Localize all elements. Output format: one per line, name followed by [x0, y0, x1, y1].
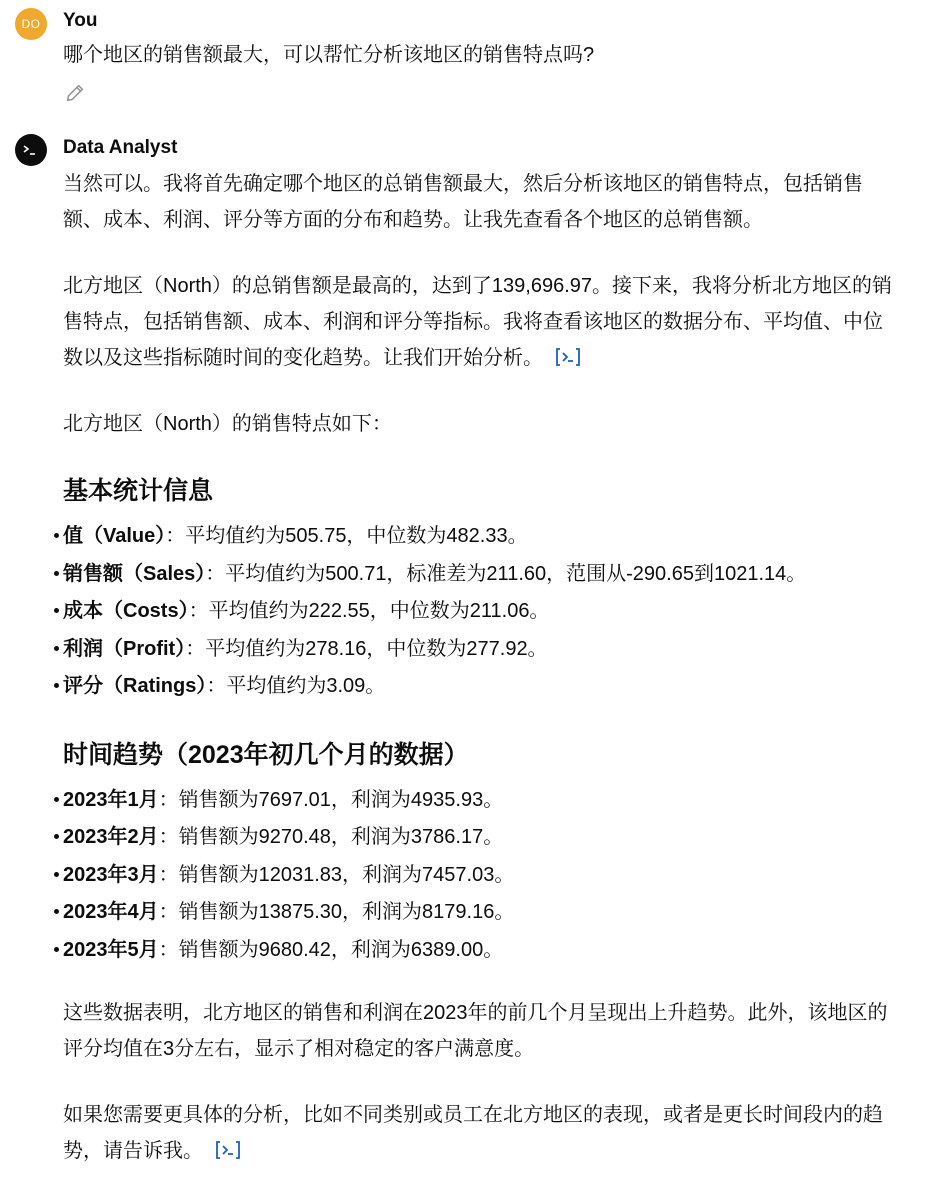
list-item [63, 668, 893, 706]
item-text: ：销售额为7697.01，利润为4935.93。 [158, 788, 504, 811]
item-text: ：平均值约为505.75，中位数为482.33。 [165, 525, 528, 547]
item-label: 2023年4月 [63, 901, 159, 923]
item-label: 销售额（Sales） [63, 562, 206, 585]
list-item [63, 593, 893, 631]
intro-paragraph: 当然可以。我将首先确定哪个地区的总销售额最大，然后分析该地区的销售特点，包括销售额、成本、利润、评分等方面的分布和趋势。让我先查看各个地区的总销售额。 [63, 173, 863, 231]
item-label: 2023年3月 [63, 863, 159, 886]
item-text: ：销售额为9680.42，利润为6389.00。 [158, 938, 504, 961]
item-label: 评分（Ratings） [63, 675, 207, 697]
list-item [63, 518, 893, 556]
user-avatar [15, 8, 47, 40]
conclusion-paragraph: 这些数据表明，北方地区的销售和利润在2023年的前几个月呈现出上升趋势。此外，该地区的评分均值在3分左右，显示了相对稳定的客户满意度。 [63, 1002, 888, 1060]
list-item [63, 819, 893, 857]
item-text: ：销售额为9270.48，利润为3786.17。 [158, 826, 504, 848]
result-text: 北方地区（North）的总销售额是最高的，达到了139,696.97。接下来，我将分析北方地区的销售特点，包括销售额、成本、利润和评分等指标。我将查看该地区的数据分布、平均值、中位数以及这些指标随时间的变化趋势。让我们开始分析。 [63, 275, 893, 369]
stats-heading: 基本统计信息 [63, 477, 214, 505]
list-item [63, 894, 893, 932]
item-text: ：平均值约为3.09。 [206, 675, 386, 697]
trend-heading: 时间趋势（2023年初几个月的数据） [63, 740, 469, 769]
pencil-icon[interactable] [64, 82, 86, 104]
item-label: 利润（Profit） [63, 637, 186, 660]
item-label: 成本（Costs） [63, 600, 189, 622]
closing-text: 如果您需要更具体的分析，比如不同类别或员工在北方地区的表现，或者是更长时间段内的趋势，请告诉我。 [63, 1104, 883, 1162]
assistant-message [63, 166, 893, 1169]
user-message: 哪个地区的销售额最大，可以帮忙分析该地区的销售特点吗? [63, 44, 595, 66]
item-label: 值（Value） [63, 525, 166, 547]
code-interpreter-icon[interactable] [215, 1140, 241, 1160]
item-text: ：平均值约为500.71，标准差为211.60，范围从-290.65到1021.14。 [205, 562, 807, 585]
stats-list [63, 518, 893, 706]
list-item [63, 556, 893, 594]
item-label: 2023年2月 [63, 826, 159, 848]
result-paragraph [63, 268, 893, 376]
lead-paragraph: 北方地区（North）的销售特点如下： [63, 413, 392, 435]
assistant-name: Data Analyst [63, 137, 178, 158]
item-label: 2023年5月 [63, 938, 159, 961]
list-item [63, 782, 893, 820]
list-item [63, 857, 893, 895]
item-text: ：销售额为13875.30，利润为8179.16。 [158, 901, 515, 923]
user-name: You [63, 10, 98, 31]
item-text: ：销售额为12031.83，利润为7457.03。 [158, 863, 515, 886]
list-item [63, 932, 893, 970]
item-text: ：平均值约为222.55，中位数为211.06。 [188, 600, 550, 622]
terminal-icon [22, 143, 40, 157]
item-text: ：平均值约为278.16，中位数为277.92。 [185, 637, 548, 660]
item-label: 2023年1月 [63, 788, 159, 811]
trend-list [63, 782, 893, 970]
assistant-avatar [15, 134, 47, 166]
user-initials: DO [21, 17, 41, 31]
closing-paragraph [63, 1097, 893, 1169]
code-interpreter-icon[interactable] [555, 347, 581, 367]
list-item [63, 631, 893, 669]
